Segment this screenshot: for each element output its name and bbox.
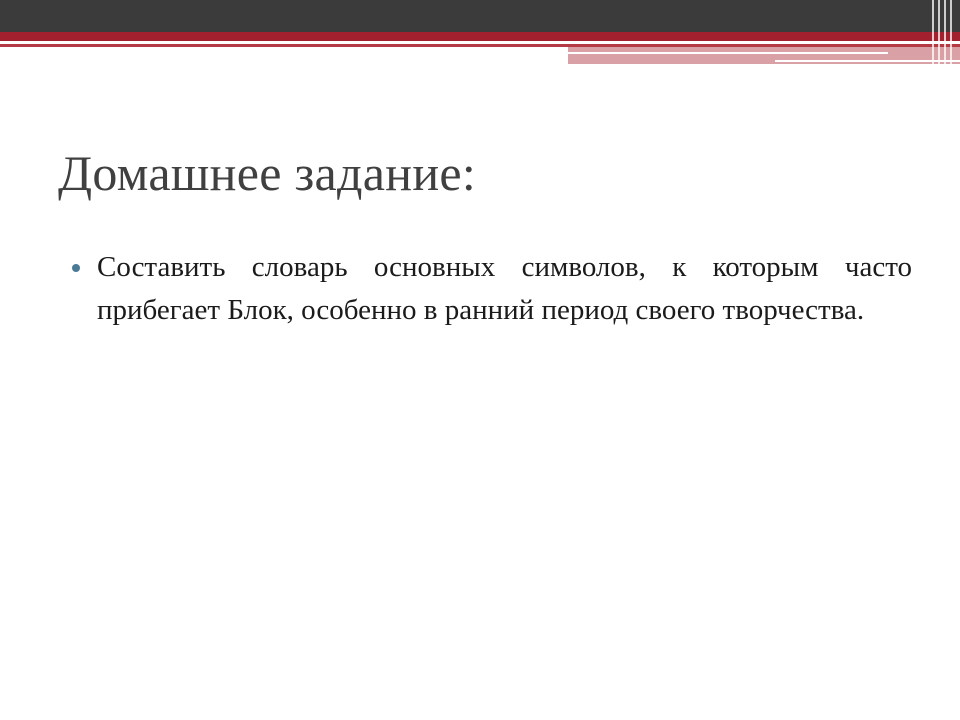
- bullet-dot-icon: [72, 264, 80, 272]
- list-item: [72, 246, 912, 332]
- bullet-list: [72, 246, 912, 332]
- header-dark-band: [0, 0, 960, 32]
- corner-stripes: [928, 0, 960, 64]
- header-pink-divider: [568, 52, 888, 54]
- header-red-band: [0, 32, 960, 41]
- bullet-text: Составить словарь основных символов, к которым часто прибегает Блок, особенно в ранний период своего творчества.: [97, 251, 912, 326]
- slide-title: Домашнее задание:: [58, 145, 477, 201]
